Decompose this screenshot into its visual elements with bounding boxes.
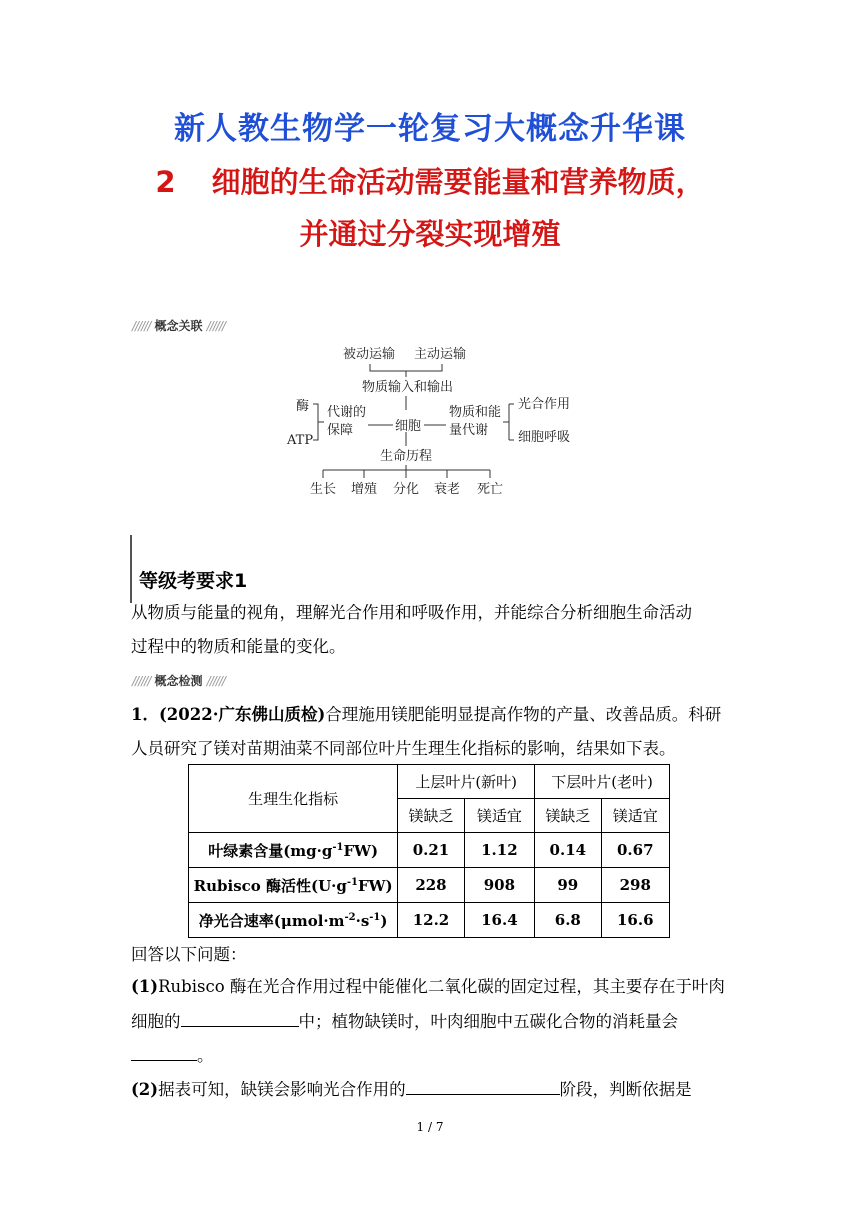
map-connector-right-branch: [503, 404, 514, 440]
table-subheader: 镁适宜: [601, 799, 669, 833]
row-label-text: Rubisco 酶活性(U·g: [193, 876, 347, 895]
table-cell: 228: [398, 868, 464, 903]
level-requirement-bar: [130, 535, 132, 603]
table-corner-header: 生理生化指标: [189, 765, 398, 833]
map-respiration: 细胞呼吸: [518, 430, 571, 445]
map-passive-transport: 被动运输: [343, 347, 396, 362]
map-metabolism-guarantee-2: 保障: [327, 423, 354, 438]
subquestion1-text1: Rubisco 酶在光合作用过程中能催化二氧化碳的固定过程，其主要存在于叶肉: [158, 977, 725, 996]
map-enzyme: 酶: [296, 399, 310, 414]
tag-stripes-right: //////: [206, 319, 225, 333]
map-cell: 细胞: [395, 419, 422, 434]
table-row: [189, 903, 670, 938]
question1-text1: 合理施用镁肥能明显提高作物的产量、改善品质。科研: [325, 705, 722, 724]
map-connector-life-branches: [323, 465, 490, 478]
table-cell: 6.8: [535, 903, 601, 938]
table-cell: 16.4: [464, 903, 534, 938]
table-row: [189, 868, 670, 903]
table-row-label: [189, 833, 398, 868]
question1-number: 1．: [131, 705, 159, 724]
level-requirement-line2: 过程中的物质和能量的变化。: [131, 637, 346, 656]
subquestion1-text2a: 细胞的: [131, 1012, 181, 1031]
table-cell: 1.12: [464, 833, 534, 868]
table-subheader: 镁缺乏: [398, 799, 464, 833]
table-group-header-lower: 下层叶片(老叶): [535, 765, 670, 799]
answer-blank-2[interactable]: [131, 1042, 197, 1061]
map-proliferation: 增殖: [351, 482, 378, 497]
concept-link-label: 概念关联: [154, 319, 203, 333]
tag-stripes-left: //////: [132, 674, 151, 688]
row-label-text: 净光合速率(μmol·m: [198, 911, 345, 930]
page-title: 新人教生物学一轮复习大概念升华课: [174, 111, 686, 147]
subquestion1-line3: [131, 1039, 214, 1073]
map-connector-transport: [370, 364, 442, 377]
table-group-header-upper: 上层叶片(新叶): [398, 765, 535, 799]
map-material-io: 物质输入和输出: [362, 380, 454, 395]
table-row-label: [189, 868, 398, 903]
map-death: 死亡: [477, 482, 504, 497]
map-atp: ATP: [287, 433, 314, 448]
row-label-suffix: ): [380, 911, 388, 930]
concept-check-tag: [132, 672, 225, 689]
concept-map: [0, 0, 860, 520]
chapter-title-line2: 并通过分裂实现增殖: [299, 217, 561, 251]
question1-source: (2022·广东佛山质检): [158, 705, 326, 724]
table-cell: 12.2: [398, 903, 464, 938]
map-aging: 衰老: [434, 482, 461, 497]
tag-stripes-right: //////: [206, 674, 225, 688]
subquestion1-text3: 。: [197, 1046, 214, 1065]
table-subheader: 镁缺乏: [535, 799, 601, 833]
subquestion1-line1: [131, 970, 725, 1004]
answer-blank-1[interactable]: [181, 1008, 299, 1027]
map-metabolism-guarantee-1: 代谢的: [327, 405, 367, 420]
subquestion2-text-b: 阶段，判断依据是: [559, 1080, 692, 1099]
table-subheader: 镁适宜: [464, 799, 534, 833]
table-cell: 0.21: [398, 833, 464, 868]
table-cell: 99: [535, 868, 601, 903]
subquestion2-line1: [131, 1073, 692, 1107]
table-row-label: [189, 903, 398, 938]
table-cell: 908: [464, 868, 534, 903]
map-material-energy-1: 物质和能: [449, 405, 502, 420]
table-cell: 298: [601, 868, 669, 903]
subquestion1-text2b: 中；植物缺镁时，叶肉细胞中五碳化合物的消耗量会: [298, 1012, 678, 1031]
data-table: [188, 764, 670, 938]
table-header-row: [189, 765, 670, 799]
row-label-mid: ·s: [355, 911, 370, 930]
map-material-energy-2: 量代谢: [449, 423, 489, 438]
row-label-text: 叶绿素含量(mg·g: [208, 841, 333, 860]
map-photosynthesis: 光合作用: [518, 397, 571, 412]
row-label-sup2: -1: [369, 911, 381, 923]
chapter-number: 2: [155, 165, 176, 199]
answer-blank-3[interactable]: [406, 1076, 560, 1095]
row-label-suffix: FW): [343, 841, 379, 860]
map-growth: 生长: [310, 482, 337, 497]
subquestion1-line2: [131, 1005, 678, 1039]
level-requirement-heading: 等级考要求1: [139, 570, 248, 592]
tag-stripes-left: //////: [132, 319, 151, 333]
map-life-history: 生命历程: [380, 449, 433, 464]
answer-prompt: 回答以下问题：: [131, 945, 247, 964]
table-cell: 0.14: [535, 833, 601, 868]
table-row: [189, 833, 670, 868]
row-label-suffix: FW): [358, 876, 393, 895]
question1-line2: 人员研究了镁对苗期油菜不同部位叶片生理生化指标的影响，结果如下表。: [131, 739, 676, 758]
map-active-transport: 主动运输: [414, 347, 467, 362]
subquestion2-text-a: 据表可知，缺镁会影响光合作用的: [158, 1080, 406, 1099]
subquestion1-number: (1): [131, 977, 159, 996]
map-connector-enzyme-atp: [313, 404, 324, 440]
row-label-sup: -1: [346, 876, 359, 888]
concept-check-label: 概念检测: [154, 674, 203, 688]
chapter-title-text1: 细胞的生命活动需要能量和营养物质，: [211, 165, 705, 199]
page-number: 1 / 7: [416, 1120, 444, 1134]
subquestion2-number: (2): [131, 1080, 159, 1099]
level-requirement-line1: 从物质与能量的视角，理解光合作用和呼吸作用，并能综合分析细胞生命活动: [131, 603, 692, 622]
map-differentiation: 分化: [393, 482, 420, 497]
question1-line1: [131, 698, 721, 732]
table-cell: 0.67: [601, 833, 669, 868]
table-cell: 16.6: [601, 903, 669, 938]
row-label-sup: -1: [332, 841, 344, 853]
row-label-sup: -2: [344, 911, 356, 923]
